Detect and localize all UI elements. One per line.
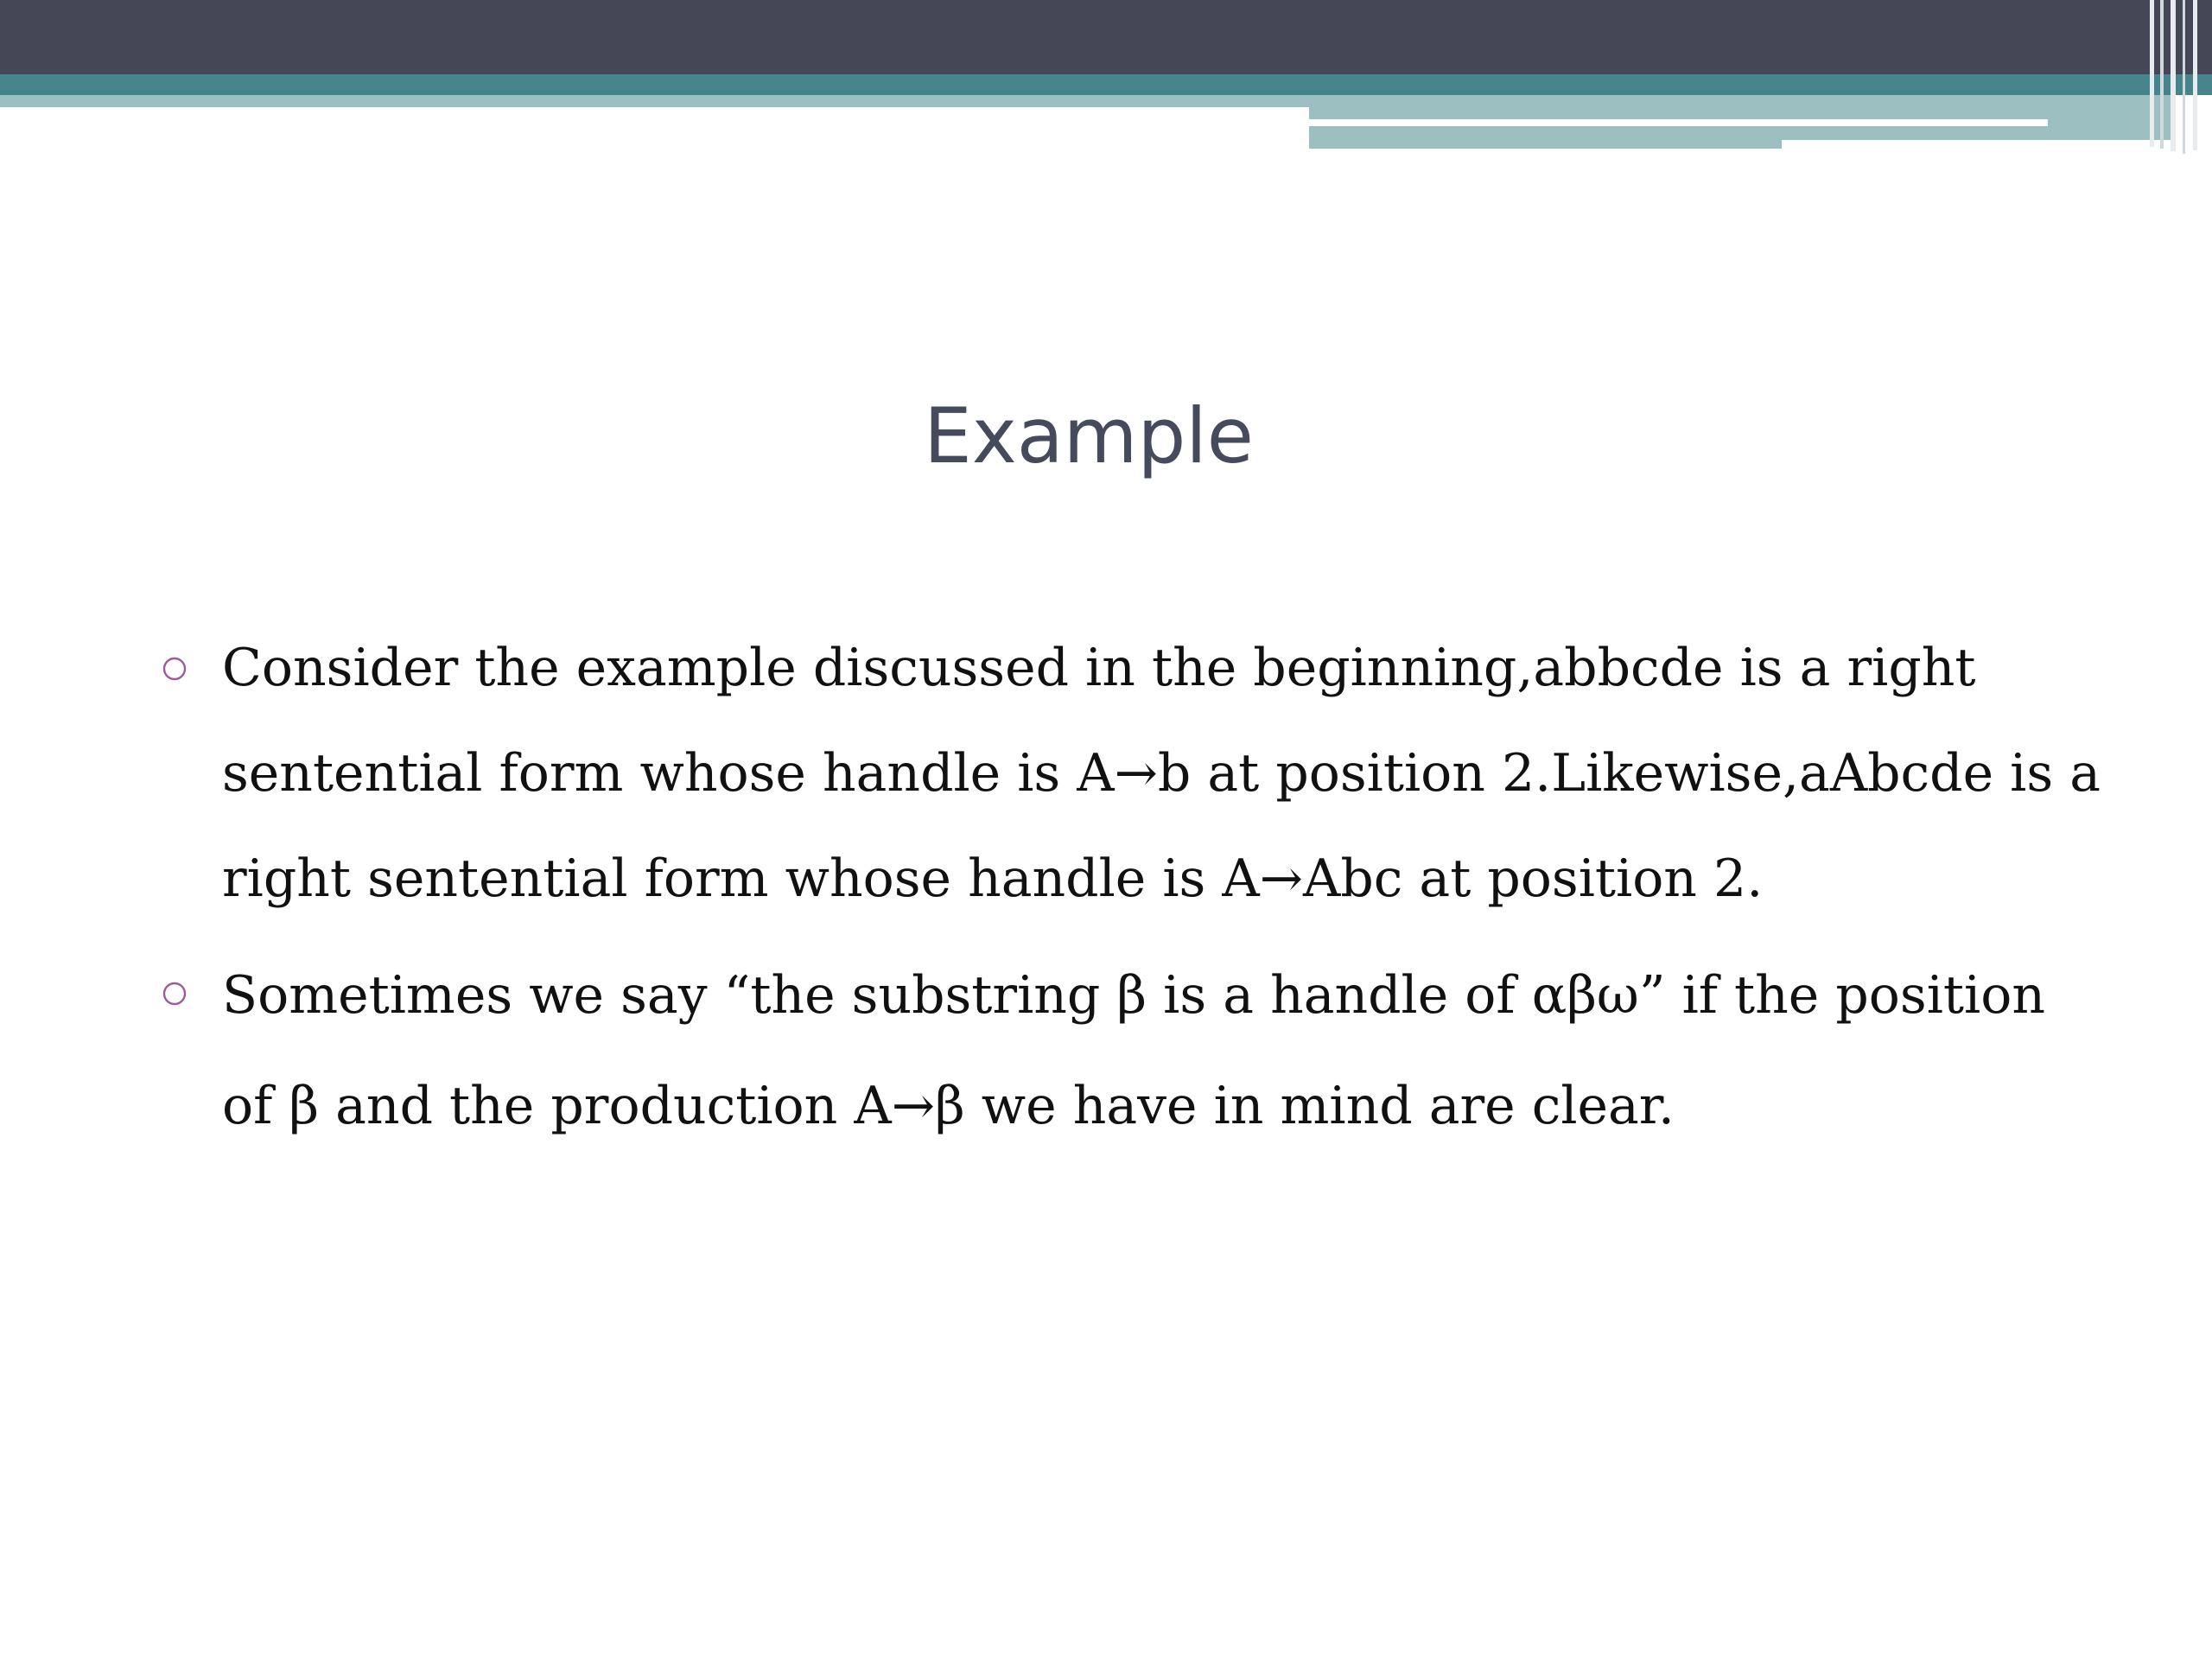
- header-dark-band: [0, 0, 2212, 74]
- header-edge-stripe-1: [2150, 0, 2154, 147]
- hollow-circle-bullet-icon: [161, 655, 188, 683]
- header-edge-stripe-4: [2183, 0, 2185, 154]
- bullet-text-1: Consider the example discussed in the beginning,abbcde is a right sentential form whose handle is A→b at position 2.Likewise,aAbcde is a right sentential form whose handle is A→Abc at position 2.: [222, 638, 2101, 909]
- bullet-item-1: [0, 615, 2212, 931]
- header-teal-band: [0, 74, 2212, 95]
- header-edge-stripe-5: [2193, 0, 2197, 150]
- header-light-left-stripe: [0, 95, 1309, 107]
- header-white-step: [1782, 140, 2175, 149]
- header-edge-stripe-2: [2160, 0, 2164, 149]
- header-decoration: [0, 0, 2212, 156]
- bullet-item-2: [0, 940, 2212, 1161]
- bullet-list: [0, 615, 2212, 1170]
- slide-title: Example: [924, 391, 1254, 480]
- header-edge-stripe-3: [2171, 0, 2176, 151]
- header-white-line: [1309, 119, 2048, 126]
- hollow-circle-bullet-icon: [161, 980, 188, 1007]
- bullet-text-2: Sometimes we say “the substring β is a handle of αβω” if the position of β and the production A→β we have in mind are clear.: [222, 965, 2045, 1136]
